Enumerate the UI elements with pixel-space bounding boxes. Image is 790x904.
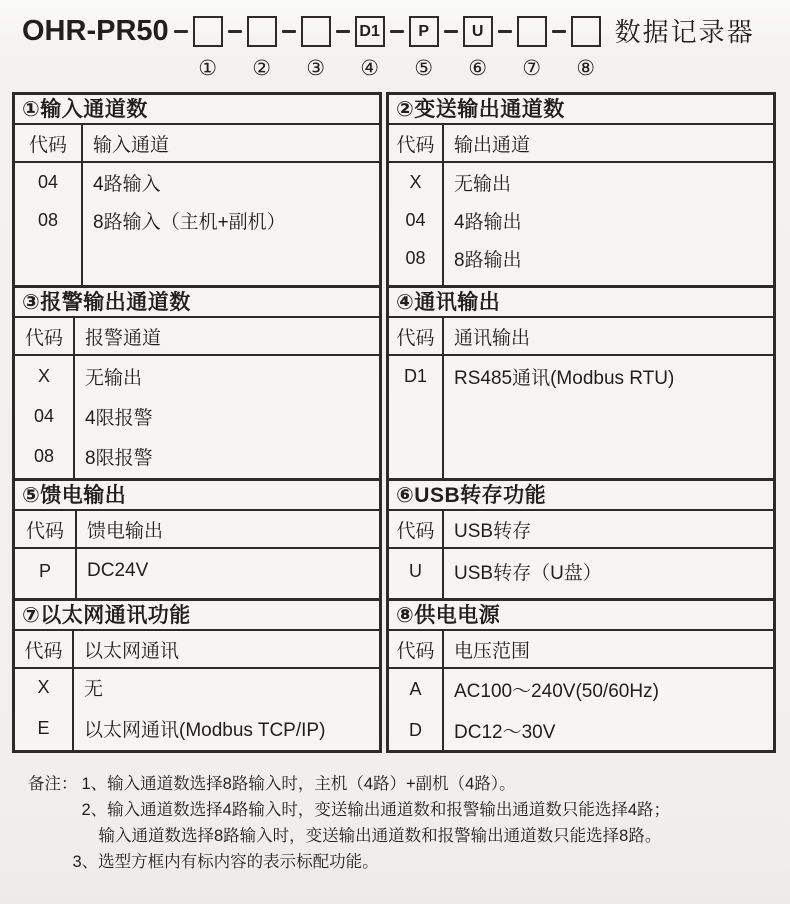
code-cell: 04 bbox=[405, 209, 426, 230]
desc-cell: 8限报警 bbox=[85, 447, 153, 469]
dash-separator bbox=[228, 30, 242, 33]
desc-cell: USB转存（U盘） bbox=[454, 562, 602, 584]
col-header-desc: 输入通道 bbox=[83, 125, 379, 163]
col-header-desc: 以太网通讯 bbox=[74, 631, 379, 669]
section-ethernet-comm bbox=[12, 598, 382, 753]
code-cell: P bbox=[38, 560, 51, 581]
code-cell: 08 bbox=[37, 209, 59, 230]
section-title: ④通讯输出 bbox=[389, 288, 773, 318]
section-title: ⑤馈电输出 bbox=[15, 481, 379, 511]
code-cell: X bbox=[409, 171, 422, 192]
segment-number-3: ③ bbox=[306, 57, 326, 80]
segment-number-8: ⑧ bbox=[576, 57, 596, 80]
notes-label: 备注： bbox=[28, 775, 78, 793]
model-segment-7 bbox=[517, 16, 547, 80]
code-cell: E bbox=[37, 717, 50, 738]
note-line-2-continued: 输入通道数选择8路输入时，变送输出通道数和报警输出通道数只能选择8路。 bbox=[98, 827, 662, 845]
desc-cell: 无输出 bbox=[85, 367, 143, 389]
model-segment-8 bbox=[571, 16, 601, 80]
model-box-7 bbox=[517, 16, 547, 47]
desc-cell: DC24V bbox=[87, 560, 149, 581]
model-segment-3 bbox=[301, 16, 331, 80]
section-title: ⑧供电电源 bbox=[389, 601, 773, 631]
model-segment-4 bbox=[355, 16, 385, 80]
note-line-1: 1、输入通道数选择8路输入时，主机（4路）+副机（4路）。 bbox=[81, 775, 516, 793]
dash-separator bbox=[174, 30, 188, 33]
dash-separator bbox=[336, 30, 350, 33]
code-cell: U bbox=[409, 560, 422, 581]
desc-cell: 以太网通讯(Modbus TCP/IP) bbox=[84, 719, 326, 741]
segment-number-6: ⑥ bbox=[468, 57, 488, 80]
col-header-code: 代码 bbox=[389, 125, 442, 163]
section-comm-output bbox=[386, 285, 776, 478]
section-title: ①输入通道数 bbox=[15, 95, 379, 125]
code-cell: 08 bbox=[405, 247, 426, 268]
col-header-desc: 电压范围 bbox=[444, 631, 773, 669]
desc-cell: 无 bbox=[84, 678, 104, 700]
model-box-4: D1 bbox=[355, 16, 385, 47]
code-cell: D1 bbox=[403, 365, 427, 386]
code-cell: A bbox=[409, 679, 422, 699]
desc-cell: 4限报警 bbox=[85, 407, 153, 429]
note-line-3: 3、选型方框内有标内容的表示标配功能。 bbox=[72, 853, 379, 871]
code-cell: 04 bbox=[33, 405, 55, 426]
desc-cell: 无输出 bbox=[454, 173, 512, 195]
desc-cell: AC100～240V(50/60Hz) bbox=[454, 681, 659, 702]
note-line-2: 2、输入通道数选择4路输入时，变送输出通道数和报警输出通道数只能选择4路； bbox=[81, 801, 671, 819]
col-header-desc: USB转存 bbox=[444, 511, 773, 549]
desc-cell: 4路输入 bbox=[93, 173, 161, 195]
col-header-code: 代码 bbox=[15, 511, 75, 549]
desc-cell: 4路输出 bbox=[454, 211, 522, 233]
col-header-desc: 馈电输出 bbox=[77, 511, 379, 549]
code-cell: D bbox=[409, 720, 422, 740]
model-code-line bbox=[22, 16, 755, 80]
col-header-code: 代码 bbox=[15, 318, 73, 356]
section-title: ⑥USB转存功能 bbox=[389, 481, 773, 511]
segment-number-5: ⑤ bbox=[414, 57, 434, 80]
product-name: 数据记录器 bbox=[614, 17, 755, 47]
model-segment-6 bbox=[463, 16, 493, 80]
model-box-5: P bbox=[409, 16, 439, 47]
col-header-code: 代码 bbox=[15, 631, 72, 669]
section-input-channels bbox=[12, 92, 382, 285]
model-prefix: OHR-PR50 bbox=[22, 15, 169, 47]
code-cell: X bbox=[37, 365, 50, 386]
selection-table bbox=[12, 92, 776, 753]
code-cell: 04 bbox=[37, 171, 59, 192]
model-box-1 bbox=[193, 16, 223, 47]
segment-number-4: ④ bbox=[360, 57, 380, 80]
desc-cell: 8路输出 bbox=[454, 249, 522, 271]
col-header-desc: 报警通道 bbox=[75, 318, 379, 356]
section-title: ⑦以太网通讯功能 bbox=[15, 601, 379, 631]
model-box-6: U bbox=[463, 16, 493, 47]
model-segment-2 bbox=[247, 16, 277, 80]
model-segment-1 bbox=[193, 16, 223, 80]
model-box-2 bbox=[247, 16, 277, 47]
desc-cell: 8路输入（主机+副机） bbox=[93, 211, 286, 233]
segment-number-2: ② bbox=[252, 57, 272, 80]
code-cell: 08 bbox=[33, 445, 55, 466]
notes bbox=[28, 771, 670, 875]
col-header-desc: 输出通道 bbox=[444, 125, 773, 163]
section-usb-transfer bbox=[386, 478, 776, 598]
dash-separator bbox=[552, 30, 566, 33]
dash-separator bbox=[282, 30, 296, 33]
model-box-3 bbox=[301, 16, 331, 47]
segment-number-7: ⑦ bbox=[522, 57, 542, 80]
col-header-code: 代码 bbox=[15, 125, 81, 163]
model-segment-5 bbox=[409, 16, 439, 80]
section-transmit-output-channels bbox=[386, 92, 776, 285]
section-title: ②变送输出通道数 bbox=[389, 95, 773, 125]
section-power-supply bbox=[386, 598, 776, 753]
segment-number-1: ① bbox=[198, 57, 218, 80]
col-header-code: 代码 bbox=[389, 511, 442, 549]
col-header-code: 代码 bbox=[389, 318, 442, 356]
dash-separator bbox=[498, 30, 512, 33]
dash-separator bbox=[444, 30, 458, 33]
col-header-code: 代码 bbox=[389, 631, 442, 669]
dash-separator bbox=[390, 30, 404, 33]
code-cell: X bbox=[37, 676, 50, 697]
section-power-feed-output bbox=[12, 478, 382, 598]
section-title: ③报警输出通道数 bbox=[15, 288, 379, 318]
desc-cell: RS485通讯(Modbus RTU) bbox=[454, 367, 675, 389]
model-box-8 bbox=[571, 16, 601, 47]
section-alarm-output-channels bbox=[12, 285, 382, 478]
desc-cell: DC12～30V bbox=[454, 722, 556, 743]
col-header-desc: 通讯输出 bbox=[444, 318, 773, 356]
